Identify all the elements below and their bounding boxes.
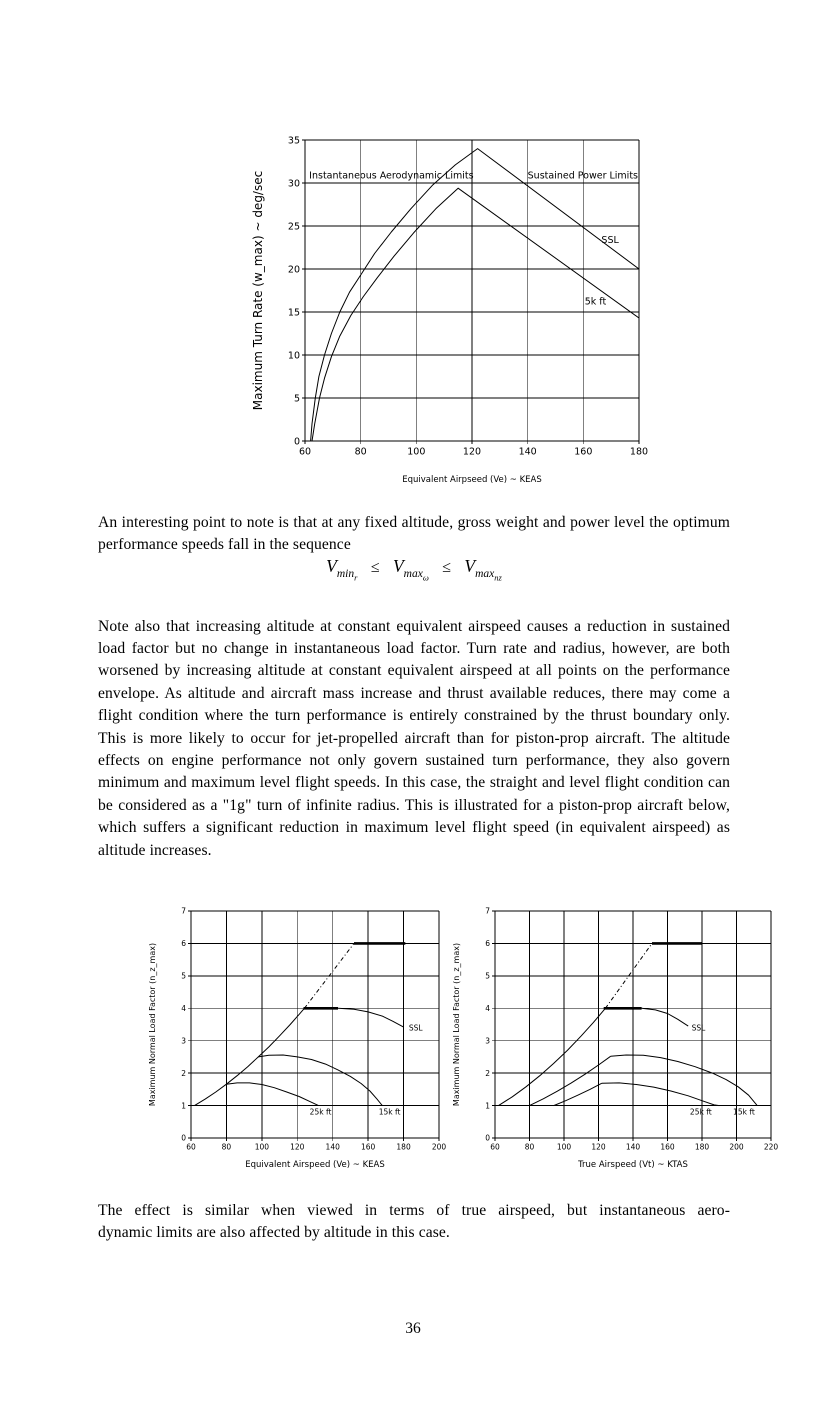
series-15k-ft: [611, 1055, 758, 1106]
x-axis-label: Equivalent Airspeed (Ve) ~ KEAS: [245, 1160, 385, 1170]
chart-annotation: 15k ft: [733, 1107, 755, 1117]
series-15k-ft: [258, 1055, 382, 1106]
series-25k-ft-stall-boundary: [554, 1083, 602, 1105]
x-tick-label: 160: [574, 446, 593, 458]
y-tick-label: 30: [287, 178, 300, 190]
formula-term-vmin-r: $V_{min_r}$: [326, 556, 358, 582]
y-tick-label: 5: [293, 393, 300, 405]
x-tick-label: 80: [524, 1142, 535, 1152]
x-tick-label: 160: [360, 1142, 376, 1152]
bottom-left-chart: [135, 896, 455, 1176]
formula-term-vmax-omega: $V_{max_\omega}$: [392, 556, 429, 582]
x-tick-label: 180: [629, 446, 649, 458]
y-tick-label: 2: [181, 1068, 186, 1078]
leq-symbol: ≤: [442, 559, 452, 576]
x-tick-label: 200: [431, 1142, 447, 1152]
series-ssl: [311, 149, 639, 441]
x-tick-label: 140: [325, 1142, 340, 1152]
y-tick-label: 20: [287, 264, 300, 276]
y-tick-label: 6: [181, 939, 186, 949]
paragraph-3-line-2: dynamic limits are also affected by altitude in this case.: [98, 1224, 450, 1241]
y-tick-label: 0: [485, 1133, 490, 1143]
chart-annotation: 15k ft: [378, 1107, 401, 1117]
x-tick-label: 100: [556, 1142, 572, 1152]
y-tick-label: 10: [287, 350, 300, 362]
y-tick-label: 5: [181, 971, 186, 981]
y-tick-label: 6: [485, 939, 490, 949]
page-number: 36: [405, 1320, 421, 1337]
paragraph-3-line-1: The effect is similar when viewed in terms of true airspeed, but instantaneous aero-: [98, 1201, 730, 1219]
y-axis-label: Maximum Normal Load Factor (n_z_max): [148, 942, 157, 1107]
chart-annotation: SSL: [691, 1023, 706, 1033]
y-tick-label: 0: [293, 436, 300, 448]
y-tick-label: 7: [181, 906, 186, 916]
x-tick-label: 60: [490, 1142, 500, 1152]
chart-annotation: 25k ft: [309, 1107, 332, 1117]
chart-annotation: Sustained Power Limits: [527, 170, 639, 182]
y-tick-label: 15: [287, 307, 300, 319]
x-tick-label: 140: [625, 1142, 641, 1152]
paragraph-1: An interesting point to note is that at any fixed altitude, gross weight and power level the optimum performance speeds fall in the sequence: [98, 513, 730, 553]
series-ssl-stall-boundary: [499, 1008, 606, 1105]
x-axis-label: True Airspeed (Vt) ~ KTAS: [578, 1160, 688, 1170]
chart-annotation: Instantaneous Aerodynamic Limits: [309, 170, 474, 182]
y-tick-label: 1: [485, 1101, 490, 1111]
x-tick-label: 140: [518, 446, 537, 458]
series-ssl: [304, 1008, 403, 1027]
y-tick-label: 25: [287, 221, 300, 233]
x-tick-label: 220: [763, 1142, 779, 1152]
y-tick-label: 4: [181, 1003, 186, 1013]
sequence-formula: [98, 556, 730, 582]
x-tick-label: 120: [591, 1142, 606, 1152]
x-tick-label: 100: [254, 1142, 270, 1152]
top-chart: [240, 126, 660, 491]
chart-annotation: SSL: [601, 235, 619, 247]
x-tick-label: 60: [186, 1142, 196, 1152]
x-tick-label: 120: [290, 1142, 305, 1152]
y-tick-label: 2: [485, 1068, 490, 1078]
y-tick-label: 7: [485, 906, 490, 916]
y-tick-label: 1: [181, 1101, 186, 1111]
x-tick-label: 180: [396, 1142, 411, 1152]
paragraph-2: Note also that increasing altitude at constant equivalent airspeed causes a reduction in sustained load factor but no change in instantaneous load factor. Turn rate and radius, however, are both worsened by increasing altitude at constant equivalent airspeed at all points on the performance envelope. As altitude and aircraft mass increase and thrust available reduces, there may come a flight condition where the turn performance is entirely constrained by the thrust boundary only. This is more likely to occur for jet-propelled aircraft than for piston-prop aircraft. The altitude effects on engine performance not only govern sustained turn performance, they also govern minimum and maximum level flight speeds. In this case, the straight and level flight condition can be considered as a "1g" turn of infinite radius. This is illustrated for a piston-prop aircraft below, which suffers a significant reduction in maximum level flight speed (in equivalent airspeed) as altitude increases.: [98, 617, 730, 859]
y-tick-label: 35: [287, 135, 300, 147]
series-ssl: [605, 1008, 688, 1026]
x-tick-label: 60: [298, 446, 312, 458]
bottom-right-chart: [439, 896, 784, 1176]
x-tick-label: 80: [221, 1142, 232, 1152]
y-tick-label: 3: [181, 1036, 186, 1046]
leq-symbol: ≤: [370, 559, 380, 576]
paragraph-3: [98, 1200, 730, 1245]
chart-annotation: 5k ft: [584, 296, 607, 308]
y-axis-label: Maximum Normal Load Factor (n_z_max): [452, 942, 461, 1107]
chart-annotation: SSL: [408, 1023, 423, 1033]
x-tick-label: 160: [660, 1142, 675, 1152]
y-axis-label: Maximum Turn Rate (w_max) ~ deg/sec: [251, 170, 265, 411]
y-tick-label: 4: [485, 1003, 490, 1013]
chart-annotation: 25k ft: [689, 1107, 712, 1117]
x-tick-label: 200: [729, 1142, 744, 1152]
x-tick-label: 100: [407, 446, 426, 458]
x-axis-label: Equivalent Airpseed (Ve) ~ KEAS: [402, 475, 542, 485]
x-tick-label: 120: [462, 446, 482, 458]
series-stall-boundary: [195, 1008, 305, 1105]
y-tick-label: 5: [485, 971, 490, 981]
x-tick-label: 180: [694, 1142, 710, 1152]
y-tick-label: 0: [181, 1133, 186, 1143]
series-25k-ft: [226, 1083, 318, 1106]
y-tick-label: 3: [485, 1036, 490, 1046]
x-tick-label: 80: [354, 446, 367, 458]
formula-term-vmax-nz: $V_{max_{nz}}$: [464, 556, 502, 582]
